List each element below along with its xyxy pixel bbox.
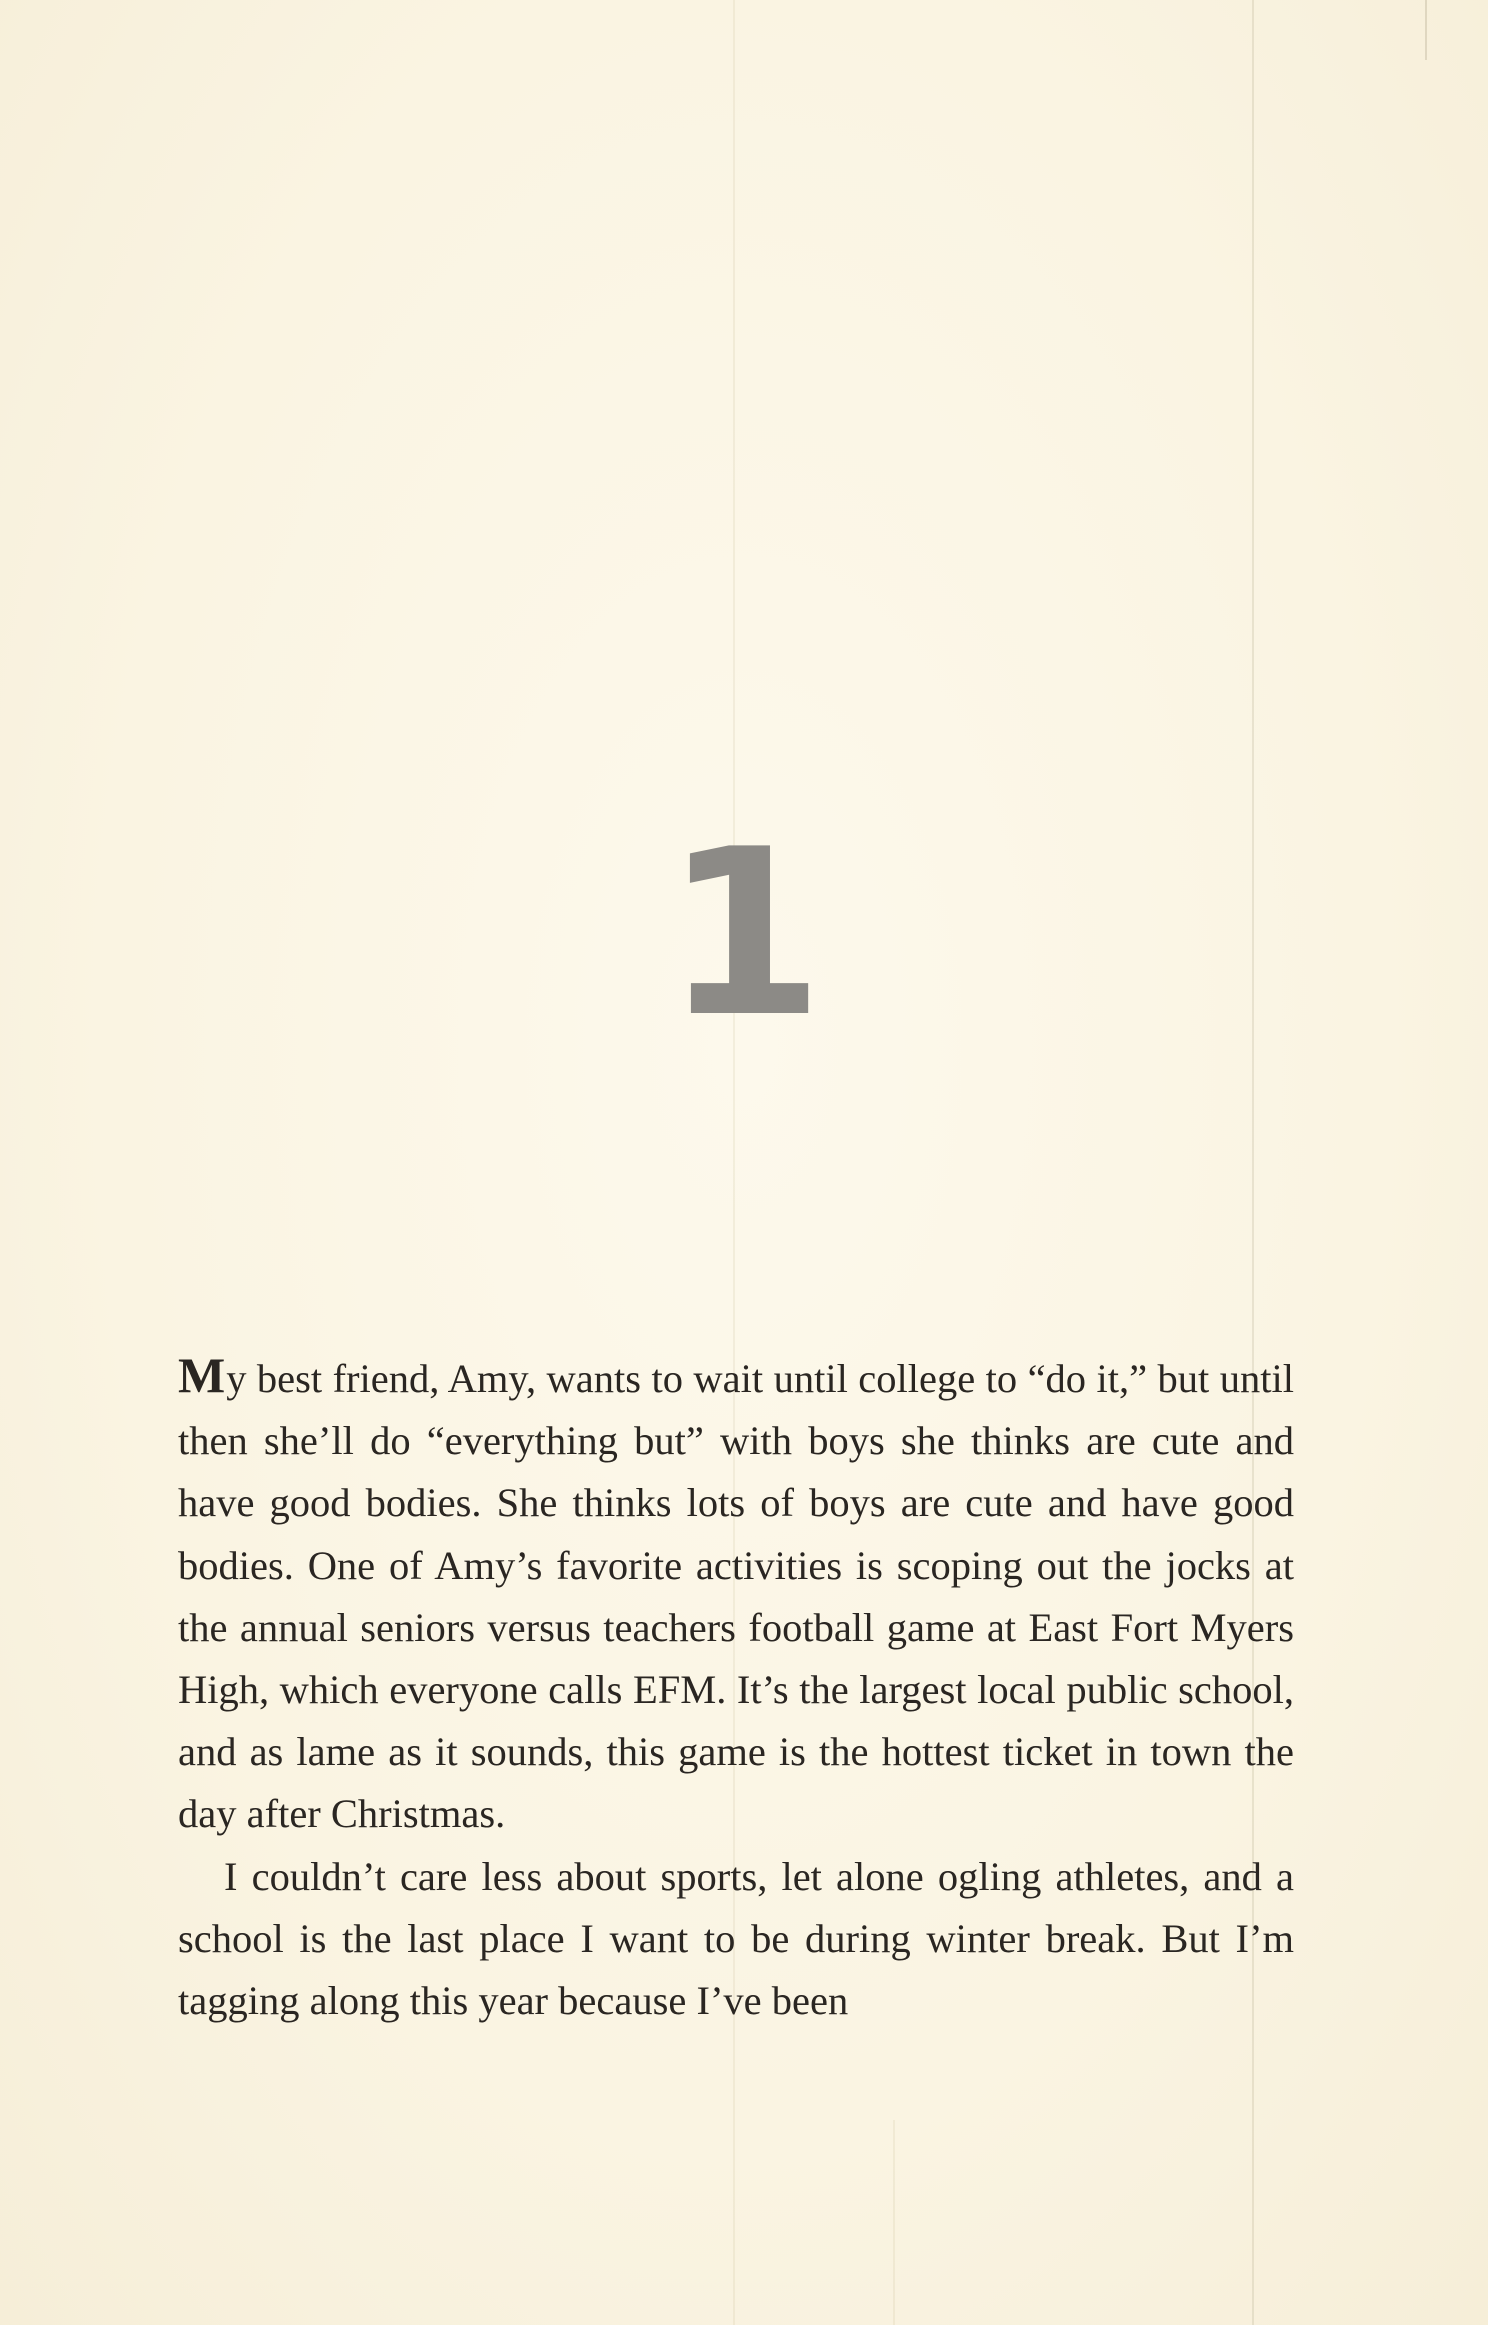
scan-streak — [893, 2120, 895, 2325]
chapter-body — [178, 1344, 1294, 2032]
paragraph-1 — [178, 1344, 1294, 1846]
chapter-number: 1 — [663, 801, 825, 1068]
drop-cap: M — [178, 1347, 227, 1403]
paragraph-1-text: y best friend, Amy, wants to wait until college to “do it,” but until then she’ll do “everything but” with boys she thinks are cute and have good bodies. She thinks lots of boys are cute and have good bodies. One of Amy’s favorite activities is scoping out the jocks at the annual seniors versus teachers football game at East Fort Myers High, which everyone calls EFM. It’s the largest local public school, and as lame as it sounds, this game is the hottest ticket in town the day after Christmas. — [178, 1356, 1294, 1837]
paragraph-2: I couldn’t care less about sports, let alone ogling athletes, and a school is the last place I want to be during winter break. But I’m tagging along this year because I’ve been — [178, 1853, 1294, 2024]
scan-streak — [1425, 0, 1427, 60]
